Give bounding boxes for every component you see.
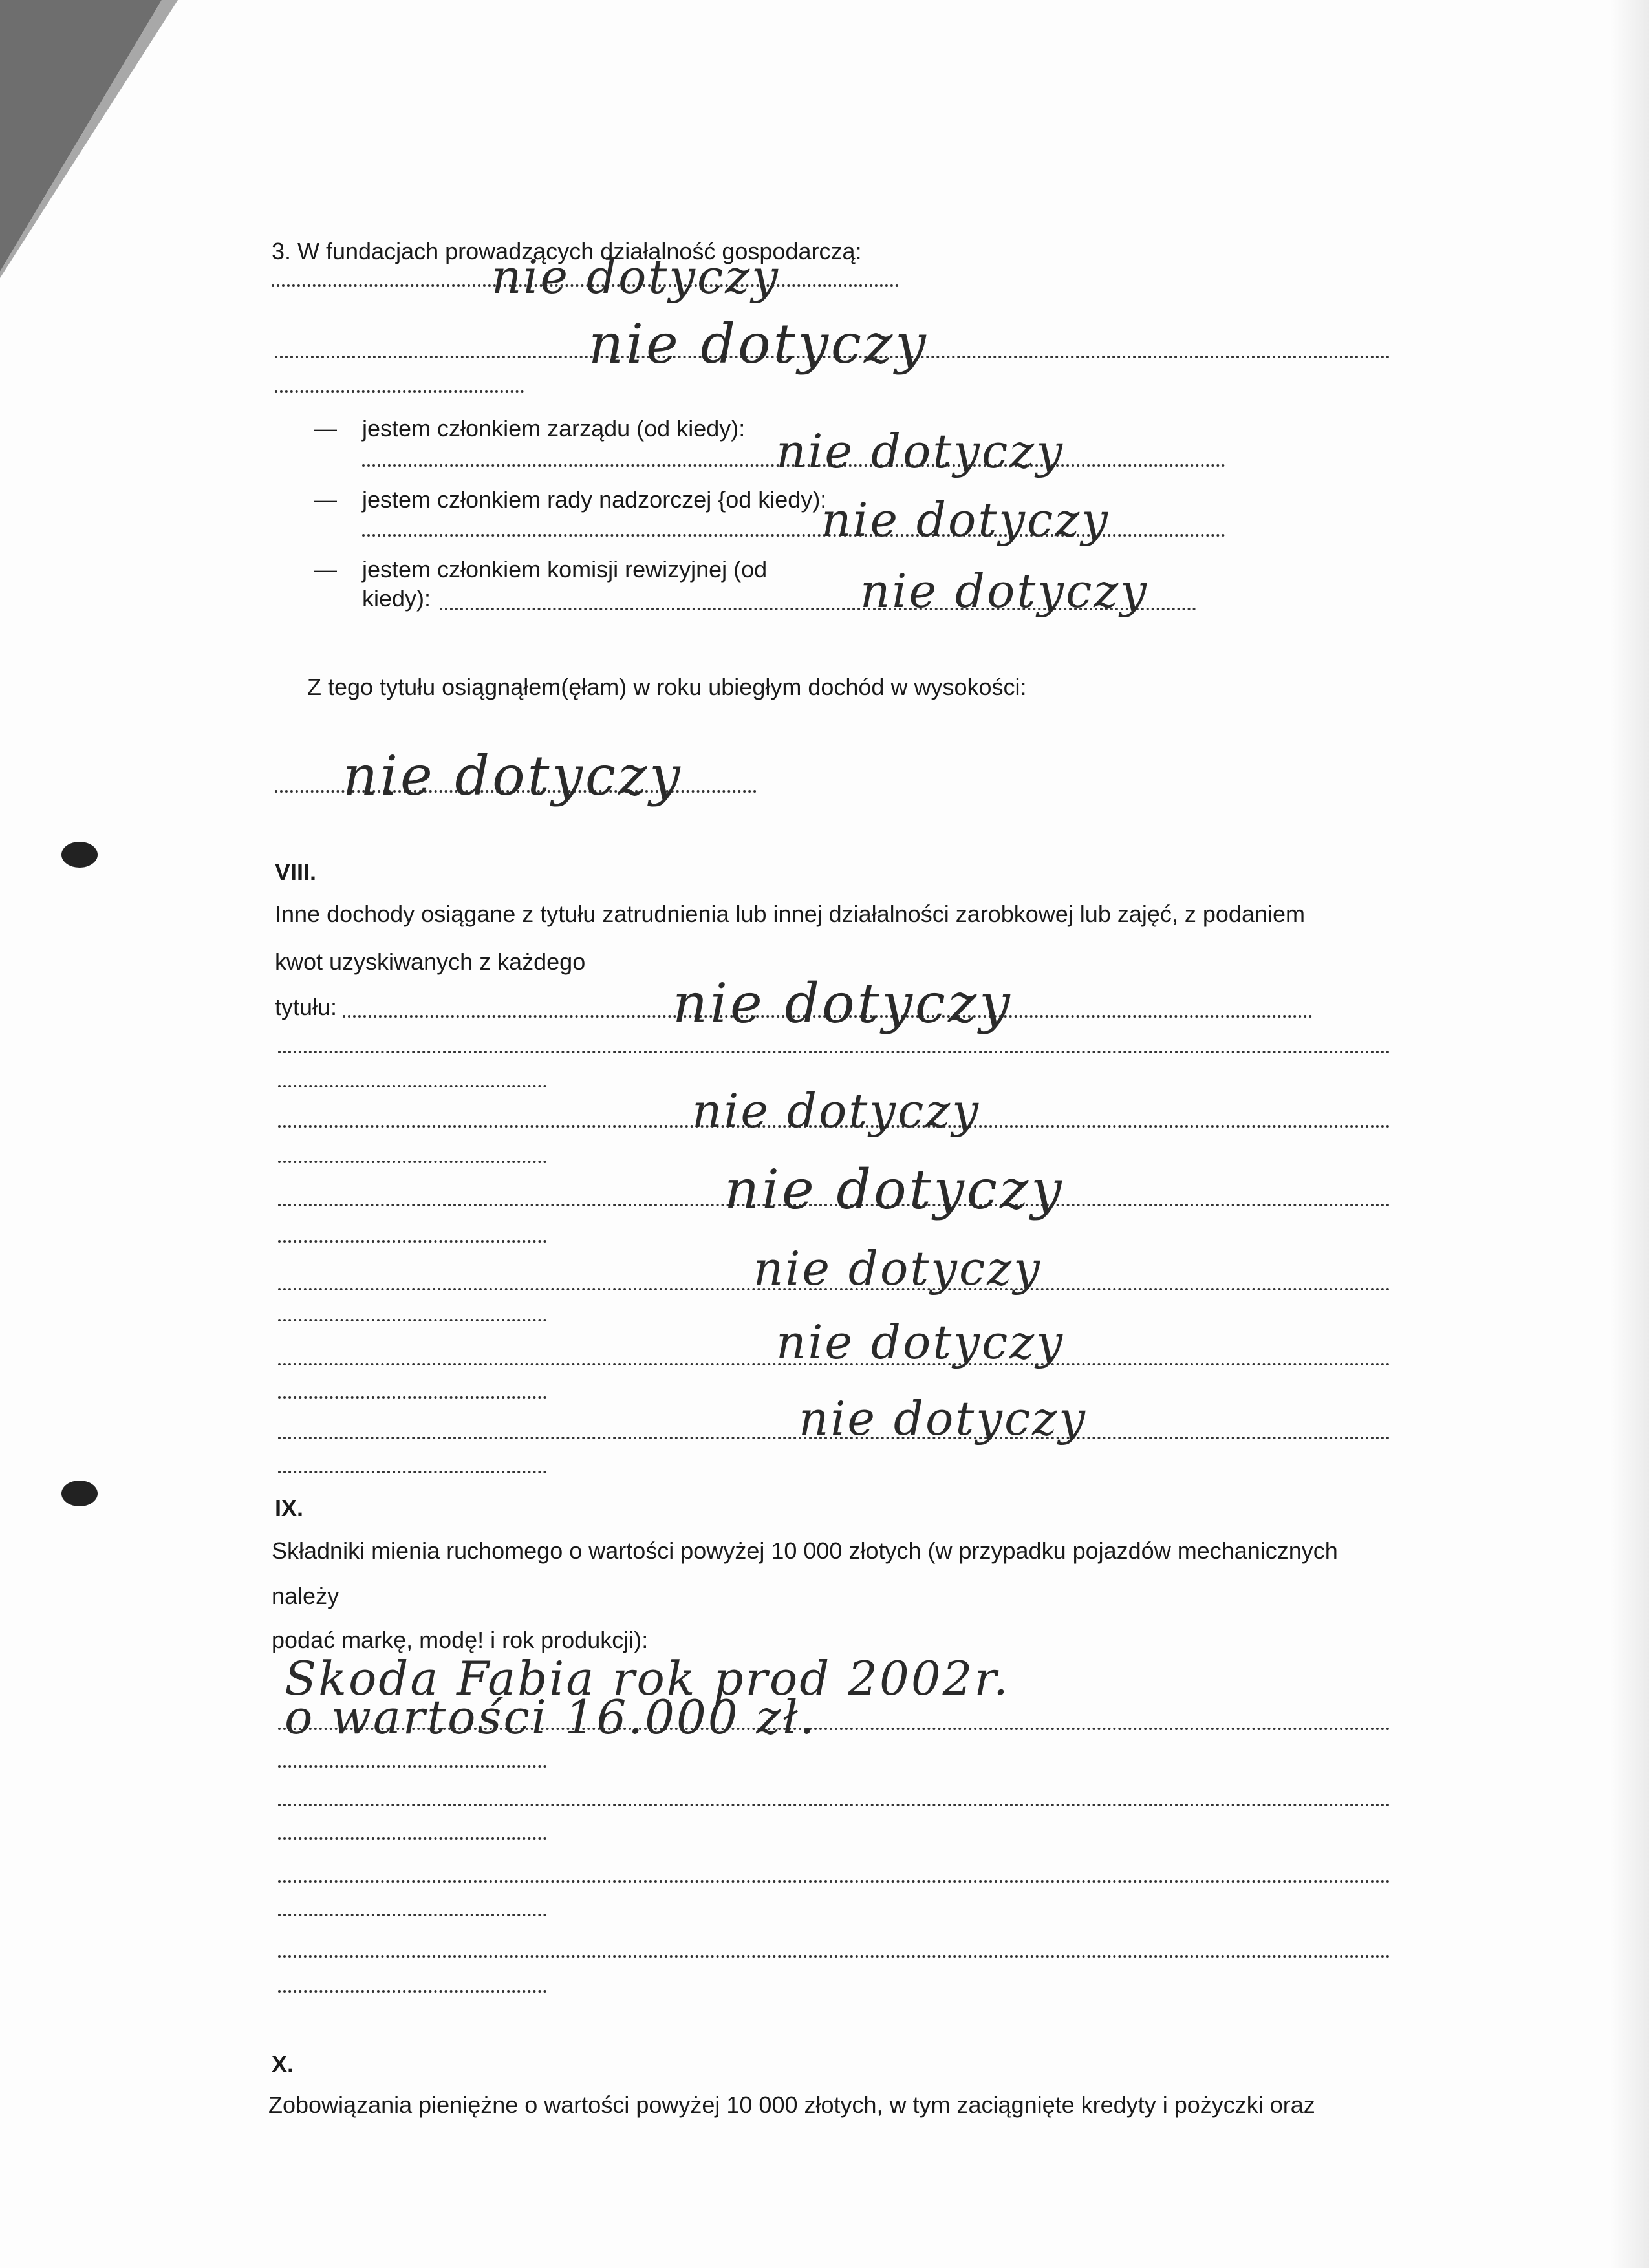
handwritten-answer: nie dotyczy: [776, 1315, 1064, 1369]
folded-corner-shadow: [0, 0, 194, 278]
dotted-line: [278, 1990, 546, 1993]
dotted-line: [278, 1051, 1390, 1053]
dotted-line: [278, 1471, 546, 1473]
dotted-line: [275, 390, 524, 393]
section3-heading: 3. W fundacjach prowadzących działalność gospodarczą:: [272, 238, 862, 264]
handwritten-answer: nie dotyczy: [491, 250, 780, 304]
supervisory-board-label: jestem członkiem rady nadzorczej {od kiedy):: [362, 486, 827, 513]
handwritten-answer: Skoda Fabia rok prod 2002r.: [285, 1651, 1010, 1706]
dash: —: [314, 415, 337, 442]
section8-text-line3: tytułu:: [275, 994, 338, 1020]
handwritten-answer: nie dotyczy: [692, 1084, 980, 1138]
handwritten-answer: o wartości 16.000 zł.: [285, 1690, 817, 1744]
dotted-line: [278, 1880, 1390, 1883]
section10-numeral: X.: [272, 2051, 294, 2077]
handwritten-answer: nie dotyczy: [724, 1158, 1064, 1221]
board-member-label: jestem członkiem zarządu (od kiedy):: [362, 415, 746, 442]
section9-text-line2: należy: [272, 1583, 339, 1609]
dotted-line: [278, 1240, 546, 1243]
handwritten-answer: nie dotyczy: [343, 744, 683, 808]
dotted-line: [278, 1955, 1390, 1958]
dash: —: [314, 486, 337, 513]
income-label: Z tego tytułu osiągnąłem(ęłam) w roku ubiegłym dochód w wysokości:: [307, 674, 1027, 700]
audit-committee-label-line2: kiedy):: [362, 585, 431, 612]
handwritten-answer: nie dotyczy: [860, 564, 1148, 618]
handwritten-answer: nie dotyczy: [799, 1391, 1087, 1446]
section8-text-line2: kwot uzyskiwanych z każdego: [275, 948, 586, 975]
handwritten-answer: nie dotyczy: [753, 1241, 1042, 1296]
section8-numeral: VIII.: [275, 859, 317, 885]
dotted-line: [278, 1085, 546, 1087]
section9-text-line1: Składniki mienia ruchomego o wartości powyżej 10 000 złotych (w przypadku pojazdów mechanicznych: [272, 1537, 1338, 1564]
audit-committee-label-line1: jestem członkiem komisji rewizyjnej (od: [362, 556, 768, 583]
handwritten-answer: nie dotyczy: [776, 424, 1064, 478]
dotted-line: [278, 1914, 546, 1916]
section10-text-line1: Zobowiązania pieniężne o wartości powyżej 10 000 złotych, w tym zaciągnięte kredyty i pożyczki oraz: [268, 2091, 1315, 2118]
dotted-line: [278, 1837, 546, 1840]
dotted-line: [278, 1765, 546, 1768]
handwritten-answer: nie dotyczy: [673, 972, 1013, 1035]
dotted-line: [278, 1804, 1390, 1806]
handwritten-answer: nie dotyczy: [821, 493, 1110, 547]
handwritten-answer: nie dotyczy: [588, 312, 929, 376]
dotted-line: [278, 1319, 546, 1321]
section8-text-line1: Inne dochody osiągane z tytułu zatrudnienia lub innej działalności zarobkowej lub zajęć, z podaniem: [275, 901, 1305, 927]
dotted-line: [278, 1396, 546, 1399]
dotted-line: [278, 1161, 546, 1163]
section9-numeral: IX.: [275, 1495, 304, 1521]
section9-text-line3: podać markę, modę! i rok produkcji):: [272, 1627, 649, 1653]
right-edge-shadow: [1610, 0, 1649, 2268]
punch-hole-bottom: [61, 1481, 98, 1506]
dash: —: [314, 556, 337, 583]
punch-hole-top: [61, 842, 98, 868]
